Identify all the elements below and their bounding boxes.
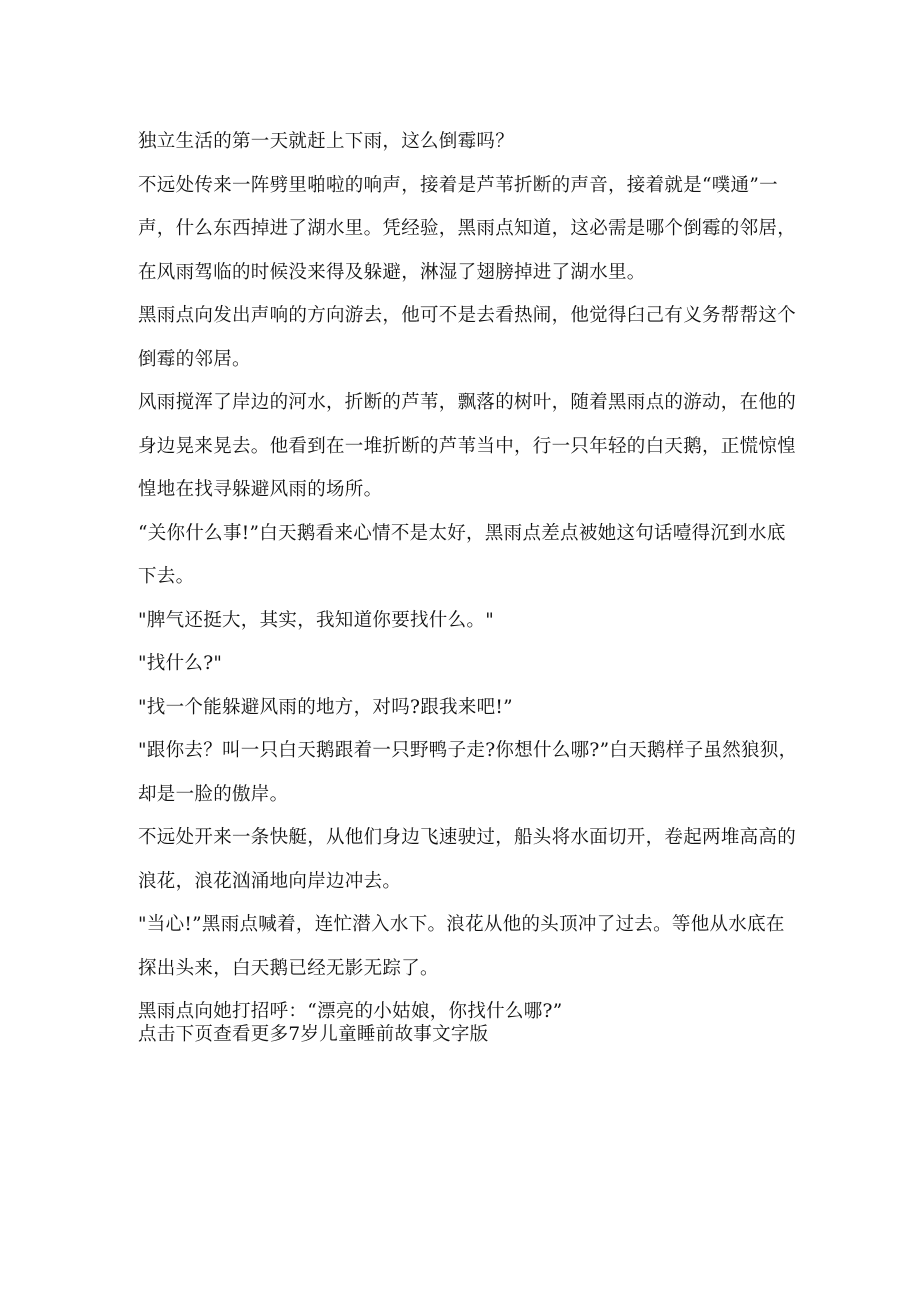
paragraph: "找一个能躲避风雨的地方，对吗?跟我来吧!” bbox=[138, 696, 513, 718]
story-text bbox=[138, 120, 798, 1046]
paragraph: "当心!”黑雨点喊着，连忙潜入水下。浪花从他的头顶冲了过去。等他从水底在探出头来，白天鹅已经无影无踪了。 bbox=[138, 914, 785, 979]
paragraph: 黑雨点向发出声响的方向游去，他可不是去看热闹，他觉得臼己有义务帮帮这个倒霉的邻居。 bbox=[138, 305, 797, 370]
paragraph: 风雨搅浑了岸边的河水，折断的芦苇，飘落的树叶，随着黑雨点的游动，在他的身边晃来晃去。他看到在一堆折断的芦苇当中，行一只年轻的白天鹅，正慌惊惶惶地在找寻躲避风雨的场所。 bbox=[138, 392, 797, 500]
paragraph: "找什么?" bbox=[138, 653, 223, 674]
paragraph: 黑雨点向她打招呼：“漂亮的小姑娘，你找什么哪?” bbox=[138, 1001, 563, 1022]
more-stories-link[interactable]: 点击下页查看更多7岁儿童睡前故事文字版 bbox=[138, 1024, 489, 1045]
paragraph: 不远处传来一阵劈里啪啦的响声，接着是芦苇折断的声音，接着就是“噗通”一声，什么东西掉进了湖水里。凭经验，黑雨点知道，这必需是哪个倒霉的邻居，在风雨驾临的时候没来得及躲避，淋湿了翅膀掉进了湖水里。 bbox=[138, 174, 797, 283]
paragraph: 独立生活的第一天就赶上下雨，这么倒霉吗？ bbox=[138, 131, 515, 152]
paragraph: “关你什么事!”白天鹅看来心情不是太好，黑雨点差点被她这句话噎得沉到水底下去。 bbox=[138, 522, 786, 587]
paragraph: 不远处开来一条快艇，从他们身边飞速驶过，船头将水面切开，卷起两堆高高的浪花，浪花汹涌地向岸边冲去。 bbox=[138, 827, 797, 892]
paragraph: "跟你去？叫一只白天鹅跟着一只野鸭子走?你想什么哪?”白天鹅样子虽然狼狈，却是一脸的傲岸。 bbox=[138, 740, 798, 805]
paragraph: "脾气还挺大，其实，我知道你要找什么。" bbox=[138, 609, 495, 631]
